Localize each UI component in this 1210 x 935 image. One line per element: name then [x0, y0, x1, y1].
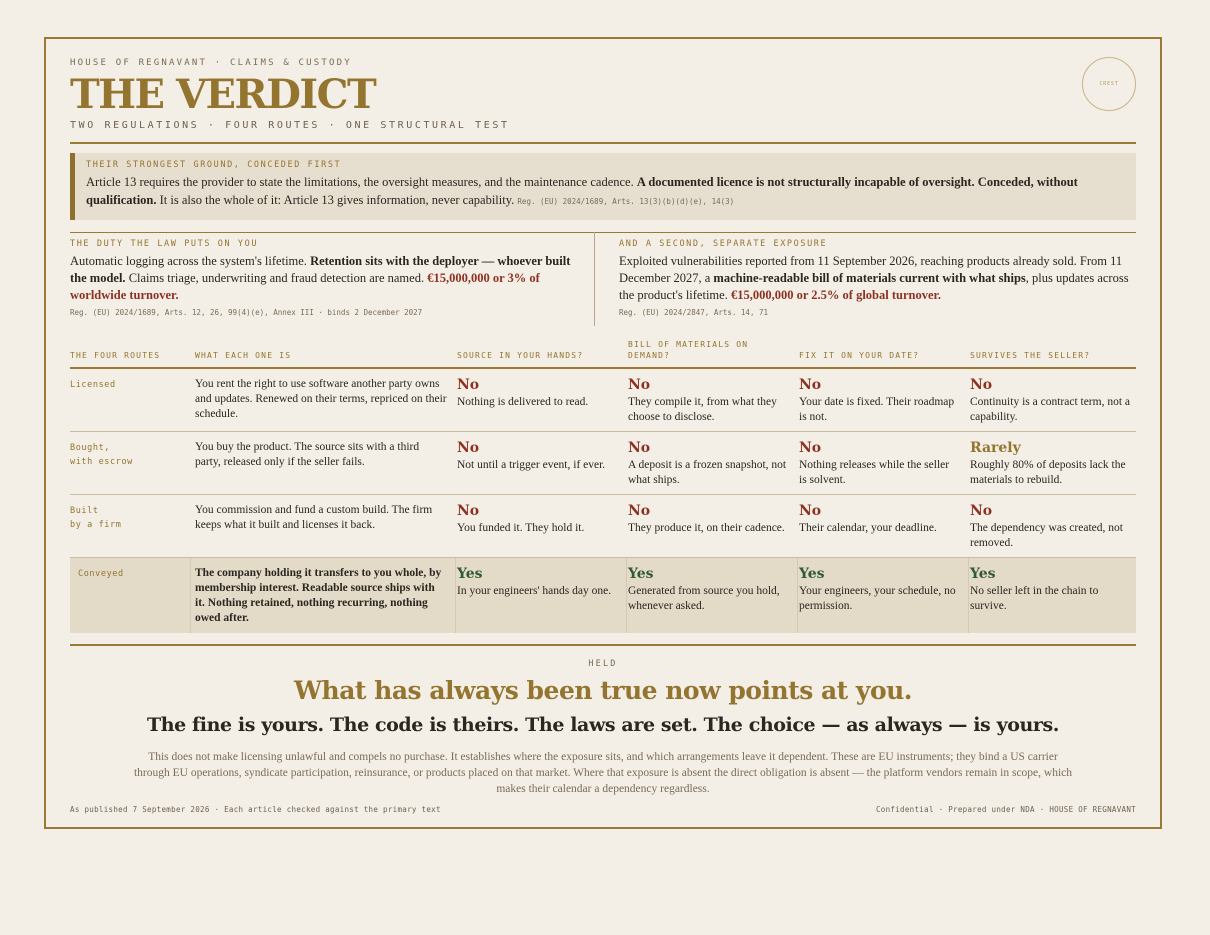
cell-source [457, 377, 622, 410]
column-divider [968, 558, 969, 633]
duty-left-penalty: €15,000,000 or 3% of worldwide turnover. [70, 271, 540, 302]
duty-left-bold: Retention sits with the deployer — whoever built the model. [70, 254, 571, 285]
verdict-note: In your engineers' hands day one. [457, 585, 612, 597]
verdict-note: Nothing is delivered to read. [457, 396, 589, 408]
duty-left-text-1: Automatic logging across the system's lifetime. [70, 254, 311, 268]
concession-text-2: It is also the whole of it: Article 13 gives information, never capability. [156, 192, 518, 207]
closing-subhead: The fine is yours. The code is theirs. The laws are set. The choice — as always — is yours. [146, 714, 1060, 736]
col-header-source: SOURCE IN YOUR HANDS? [457, 351, 584, 360]
verdict-label: No [970, 377, 993, 393]
verdict-label: No [628, 377, 651, 393]
col-header-routes: THE FOUR ROUTES [70, 351, 161, 360]
cell-fix [799, 566, 964, 614]
crest-label: CREST [1099, 81, 1119, 87]
duty-left-kicker: THE DUTY THE LAW PUTS ON YOU [70, 239, 259, 249]
table-row-conveyed [70, 558, 1136, 633]
duty-right-text-1: Exploited vulnerabilities reported from 11 September 2026, reaching products already sold. From 11 December 2027, a [619, 254, 1123, 285]
column-divider [626, 558, 627, 633]
header-eyebrow: HOUSE OF REGNAVANT · CLAIMS & CUSTODY [70, 58, 352, 68]
concession-bold: A documented licence is not structurally incapable of oversight. Conceded, without qualification. [86, 175, 1078, 207]
crest-badge [1082, 57, 1136, 111]
cell-fix [799, 503, 964, 536]
duty-right-text-2: , plus updates across the product's lifetime. [619, 271, 1129, 302]
cell-bom [628, 566, 788, 614]
concession-ref: Reg. (EU) 2024/1689, Arts. 13(3)(b)(d)(e), 14(3) [517, 196, 735, 206]
cell-source [457, 566, 617, 599]
table-row-built-firm [70, 495, 1136, 558]
col-header-fix: FIX IT ON YOUR DATE? [799, 351, 920, 360]
verdict-label: No [628, 503, 651, 519]
duty-left-body [70, 253, 582, 304]
cell-source [457, 503, 622, 536]
verdict-label: No [799, 503, 822, 519]
verdict-label: Rarely [970, 440, 1021, 456]
page-title: THE VERDICT [70, 71, 376, 118]
col-header-survives: SURVIVES THE SELLER? [970, 351, 1091, 360]
held-label: HELD [588, 659, 618, 669]
duty-right-bold: machine-readable bill of materials current with what ships [713, 271, 1026, 285]
verdict-label: Yes [457, 566, 483, 582]
footer-right: Confidential · Prepared under NDA · HOUSE OF REGNAVANT [875, 805, 1136, 814]
column-divider [797, 558, 798, 633]
route-description: The company holding it transfers to you whole, by membership interest. Readable source ships with it. Nothing retained, nothing recurring, nothing owed after. [195, 567, 442, 624]
verdict-note: Your engineers, your schedule, no permission. [799, 585, 956, 612]
verdict-note: Generated from source you hold, whenever asked. [628, 585, 780, 612]
table-row-bought-escrow [70, 432, 1136, 495]
cell-bom [628, 503, 788, 536]
cell-survives [970, 377, 1135, 425]
verdict-note: Roughly 80% of deposits lack the materials to rebuild. [970, 459, 1126, 486]
disclaimer-text: This does not make licensing unlawful and compels no purchase. It establishes where the exposure sits, and which arrangements leave it dependent. These are EU instruments; they bind a US carrier through EU operations, syndicate participation, reinsurance, or products placed on that market. Where that exposure is absent the direct obligation is absent — the platform vendors remain in scope, which makes their calendar a dependency regardless. [133, 751, 1073, 795]
page-subtitle: TWO REGULATIONS · FOUR ROUTES · ONE STRUCTURAL TEST [70, 120, 510, 131]
closing-rule [70, 644, 1136, 646]
table-row-licensed [70, 369, 1136, 432]
duty-right-body [619, 253, 1140, 304]
duty-right-penalty: €15,000,000 or 2.5% of global turnover. [730, 288, 942, 302]
route-description: You commission and fund a custom build. The firm keeps what it built and licenses it back. [195, 504, 433, 531]
cell-source [457, 440, 617, 473]
route-description: You rent the right to use software another party owns and updates. Renewed on their terms, repriced on their schedule. [195, 378, 447, 420]
cell-fix [799, 377, 959, 425]
verdict-note: Not until a trigger event, if ever. [457, 459, 606, 471]
concession-body [86, 174, 1122, 210]
column-divider [190, 558, 191, 633]
cell-survives [970, 503, 1135, 551]
verdict-label: No [457, 503, 480, 519]
duty-left-panel [70, 232, 595, 326]
verdict-note: No seller left in the chain to survive. [970, 585, 1099, 612]
cell-survives [970, 566, 1130, 614]
duty-left-text-2: Claims triage, underwriting and fraud detection are named. [125, 271, 428, 285]
verdict-note: Your date is fixed. Their roadmap is not. [799, 396, 955, 423]
verdict-label: No [799, 377, 822, 393]
concession-text-1: Article 13 requires the provider to state the limitations, the oversight measures, and the maintenance cadence. [86, 175, 637, 189]
col-header-what: WHAT EACH ONE IS [195, 351, 292, 360]
document-frame [44, 37, 1162, 829]
cell-survives [970, 440, 1135, 488]
duty-right-ref: Reg. (EU) 2024/2847, Arts. 14, 71 [619, 308, 769, 317]
cell-fix [799, 440, 959, 488]
cell-bom [628, 377, 788, 425]
route-label: Bought, with escrow [70, 443, 133, 467]
verdict-label: Yes [628, 566, 654, 582]
route-description: You buy the product. The source sits with a third party, released only if the seller fails. [195, 441, 420, 468]
verdict-label: No [628, 440, 651, 456]
concession-kicker: THEIR STRONGEST GROUND, CONCEDED FIRST [86, 160, 342, 170]
verdict-label: No [457, 377, 480, 393]
route-label: Licensed [70, 380, 116, 390]
verdict-note: They produce it, on their cadence. [628, 522, 785, 534]
verdict-note: Continuity is a contract term, not a capability. [970, 396, 1131, 423]
column-divider [455, 558, 456, 633]
cell-bom [628, 440, 793, 488]
verdict-label: Yes [799, 566, 825, 582]
closing-headline: What has always been true now points at you. [293, 676, 912, 705]
verdict-note: They compile it, from what they choose to disclose. [628, 396, 777, 423]
route-label: Built by a firm [70, 506, 122, 530]
duty-right-kicker: AND A SECOND, SEPARATE EXPOSURE [619, 239, 828, 249]
routes-table-header [70, 335, 1136, 369]
verdict-label: No [970, 503, 993, 519]
verdict-note: A deposit is a frozen snapshot, not what ships. [628, 459, 787, 486]
verdict-label: No [799, 440, 822, 456]
header-rule [70, 142, 1136, 144]
route-label: Conveyed [78, 569, 124, 579]
verdict-note: The dependency was created, not removed. [970, 522, 1123, 549]
concession-panel [70, 153, 1136, 220]
verdict-label: Yes [970, 566, 996, 582]
verdict-note: Their calendar, your deadline. [799, 522, 937, 534]
duty-left-ref: Reg. (EU) 2024/1689, Arts. 12, 26, 99(4)(e), Annex III · binds 2 December 2027 [70, 308, 423, 317]
footer-left: As published 7 September 2026 · Each article checked against the primary text [70, 805, 441, 814]
verdict-note: Nothing releases while the seller is solvent. [799, 459, 950, 486]
verdict-note: You funded it. They hold it. [457, 522, 585, 534]
verdict-label: No [457, 440, 480, 456]
col-header-bom: BILL OF MATERIALS ON DEMAND? [628, 340, 749, 360]
duty-right-panel [595, 232, 1140, 326]
